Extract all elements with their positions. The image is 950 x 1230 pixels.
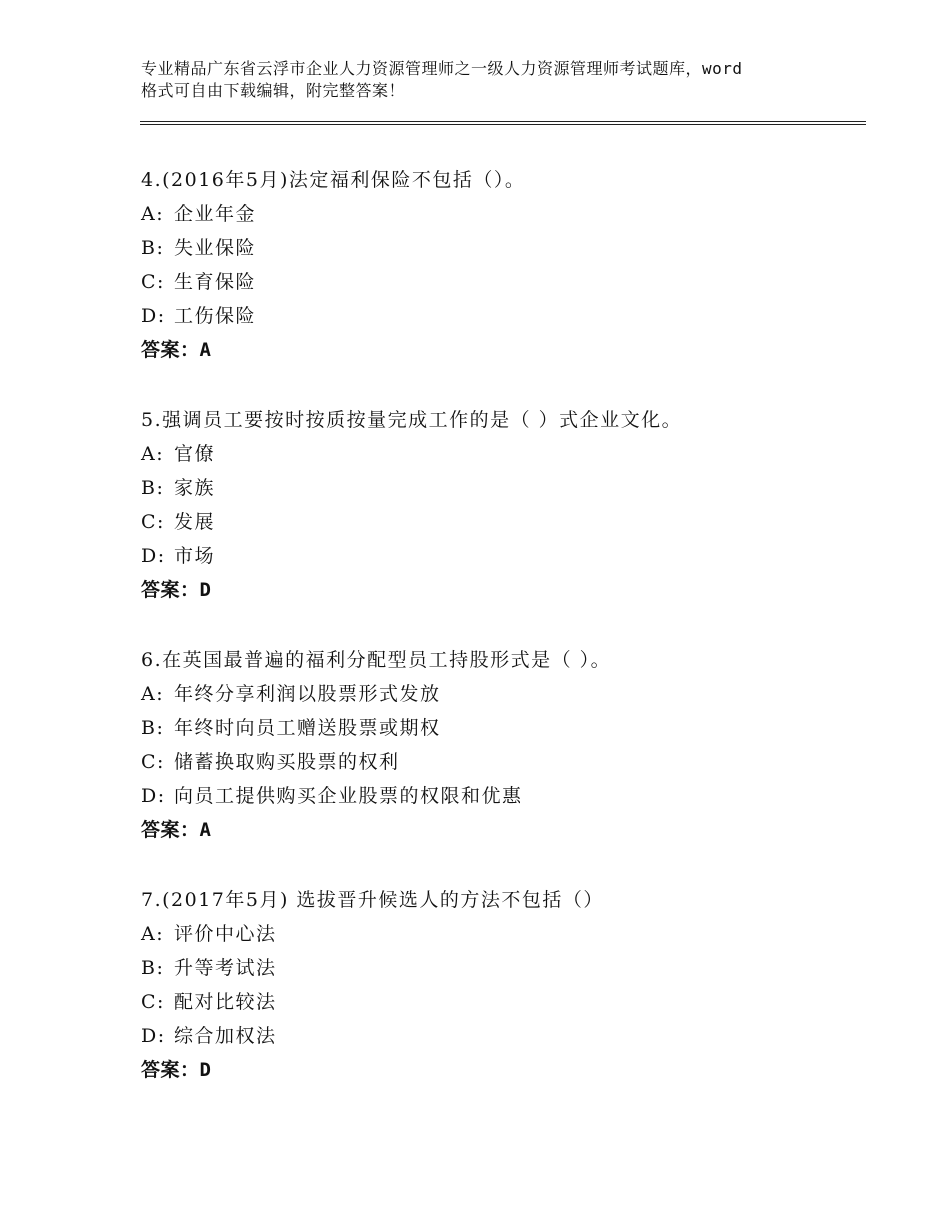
- option-text: 企业年金: [174, 203, 257, 225]
- question-list: [141, 163, 861, 1123]
- option-key: C:: [141, 271, 165, 293]
- header-divider-top: [140, 121, 866, 122]
- document-header: [141, 58, 841, 102]
- option-text: 评价中心法: [174, 923, 277, 945]
- option-text: 年终时向员工赠送股票或期权: [174, 717, 441, 739]
- option-text: 生育保险: [174, 271, 257, 293]
- option-b: [141, 471, 861, 505]
- option-text: 发展: [174, 511, 216, 533]
- question-stem: 7.(2017年5月) 选拔晋升候选人的方法不包括（）: [141, 889, 604, 911]
- question-stem: 6.在英国最普遍的福利分配型员工持股形式是（ ）。: [141, 649, 612, 671]
- header-line-2: 格式可自由下载编辑，附完整答案！: [141, 81, 406, 100]
- option-text: 官僚: [174, 443, 216, 465]
- option-key: A:: [141, 923, 165, 945]
- option-d: [141, 779, 861, 813]
- option-key: A:: [141, 203, 165, 225]
- option-text: 升等考试法: [174, 957, 277, 979]
- option-d: [141, 539, 861, 573]
- option-d: [141, 1019, 861, 1053]
- answer-label: 答案：D: [141, 579, 212, 601]
- option-d: [141, 299, 861, 333]
- option-key: A:: [141, 683, 165, 705]
- header-divider-bottom: [140, 124, 866, 125]
- option-a: [141, 437, 861, 471]
- option-key: B:: [141, 237, 165, 259]
- option-key: D:: [141, 545, 166, 567]
- option-text: 储蓄换取购买股票的权利: [174, 751, 400, 773]
- header-line-1: 专业精品广东省云浮市企业人力资源管理师之一级人力资源管理师考试题库，word: [141, 59, 743, 78]
- option-c: [141, 985, 861, 1019]
- question-stem: 4.(2016年5月)法定福利保险不包括（）。: [141, 169, 526, 191]
- option-a: [141, 917, 861, 951]
- option-text: 配对比较法: [174, 991, 277, 1013]
- option-text: 综合加权法: [174, 1025, 277, 1047]
- option-text: 年终分享利润以股票形式发放: [174, 683, 441, 705]
- option-key: B:: [141, 477, 165, 499]
- option-b: [141, 711, 861, 745]
- option-text: 工伤保险: [174, 305, 257, 327]
- option-text: 向员工提供购买企业股票的权限和优惠: [174, 785, 523, 807]
- option-key: C:: [141, 511, 165, 533]
- option-c: [141, 505, 861, 539]
- option-key: D:: [141, 1025, 166, 1047]
- option-key: C:: [141, 991, 165, 1013]
- option-key: A:: [141, 443, 165, 465]
- question-stem: 5.强调员工要按时按质按量完成工作的是（ ）式企业文化。: [141, 409, 683, 431]
- option-key: B:: [141, 957, 165, 979]
- option-key: D:: [141, 305, 166, 327]
- option-c: [141, 265, 861, 299]
- question-5: [141, 403, 861, 607]
- answer-label: 答案：D: [141, 1059, 212, 1081]
- option-a: [141, 677, 861, 711]
- question-7: [141, 883, 861, 1087]
- option-key: B:: [141, 717, 165, 739]
- option-text: 市场: [174, 545, 216, 567]
- option-b: [141, 231, 861, 265]
- question-6: [141, 643, 861, 847]
- option-b: [141, 951, 861, 985]
- option-key: D:: [141, 785, 166, 807]
- option-c: [141, 745, 861, 779]
- answer-label: 答案：A: [141, 339, 212, 361]
- option-text: 失业保险: [174, 237, 257, 259]
- answer-label: 答案：A: [141, 819, 212, 841]
- option-text: 家族: [174, 477, 216, 499]
- option-key: C:: [141, 751, 165, 773]
- option-a: [141, 197, 861, 231]
- question-4: [141, 163, 861, 367]
